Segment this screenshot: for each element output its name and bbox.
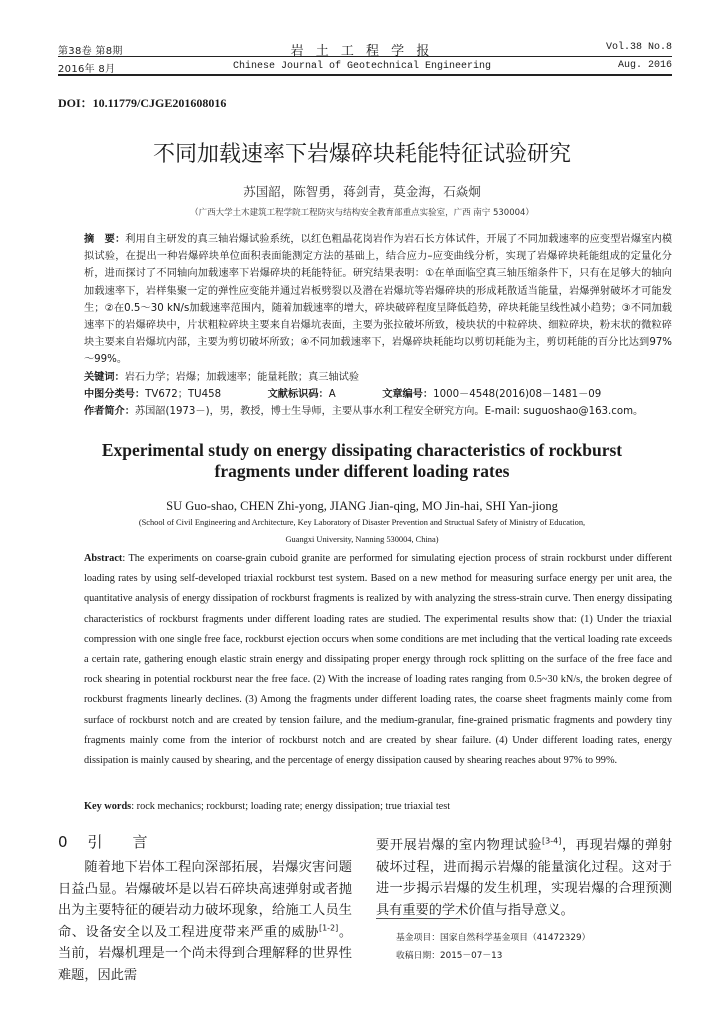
intro-left-paragraph bbox=[58, 857, 352, 986]
authors-en: SU Guo-shao, CHEN Zhi-yong, JIANG Jian-qing, MO Jin-hai, SHI Yan-jiong bbox=[166, 499, 558, 513]
affiliation-cn: （广西大学土木建筑工程学院工程防灾与结构安全教育部重点实验室，广西 南宁 530004） bbox=[190, 208, 534, 218]
affiliation-en-line2: Guangxi University, Nanning 530004, China) bbox=[285, 535, 439, 544]
title-en-line1: Experimental study on energy dissipating characteristics of rockburst bbox=[101, 440, 623, 460]
footnote-date-label: 收稿日期： bbox=[396, 951, 440, 961]
footnote-rule bbox=[376, 918, 460, 919]
header-date-en: Aug. 2016 bbox=[617, 60, 672, 71]
article-no-label: 文章编号： bbox=[382, 389, 434, 400]
author-intro-text: 苏国韶(1973－)，男，教授，博士生导师，主要从事水利工程安全研究方向。E-mail: suguoshao@163.com。 bbox=[134, 406, 644, 417]
section-title: 引 言 bbox=[87, 833, 148, 851]
authors-cn: 苏国韶，陈智勇，蒋剑青，莫金海，石焱炯 bbox=[243, 184, 481, 199]
footnote-fund-label: 基金项目： bbox=[396, 933, 440, 943]
affiliation-en-line1: (School of Civil Engineering and Architecture, Key Laboratory of Disaster Prevention and Structual Safety of Ministry of Education, bbox=[138, 518, 586, 527]
intro-right-text-2: ，再现岩爆的弹射破坏过程，进而揭示岩爆的能量演化过程。这对于进一步揭示岩爆的发生机理，实现岩爆的合理预测具有重要的学术价值与指导意义。 bbox=[376, 838, 673, 918]
article-no-value: 1000－4548(2016)08－1481－09 bbox=[433, 389, 602, 400]
section-heading bbox=[58, 831, 148, 852]
intro-right-text-1: 要开展岩爆的室内物理试验 bbox=[376, 838, 543, 853]
header-volume-cn: 第38卷 第8期 bbox=[58, 46, 123, 57]
intro-right-paragraph bbox=[376, 835, 672, 921]
clc-label: 中图分类号： bbox=[84, 389, 146, 400]
section-number: 0 bbox=[58, 833, 68, 851]
clc-value: TV672；TU458 bbox=[145, 389, 222, 400]
header-journal-cn: 岩 土 工 程 学 报 bbox=[290, 44, 434, 59]
header-journal-en: Chinese Journal of Geotechnical Engineering bbox=[232, 61, 492, 72]
keywords-cn-text: 岩石力学；岩爆；加载速率；能量耗散；真三轴试验 bbox=[124, 372, 360, 383]
author-intro bbox=[84, 403, 672, 420]
doc-code-value: A bbox=[328, 389, 336, 400]
abstract-cn-label: 摘 要： bbox=[84, 234, 126, 245]
keywords-en-label: Key words bbox=[84, 801, 132, 812]
author-intro-label: 作者简介： bbox=[84, 406, 135, 417]
abstract-en-text: : The experiments on coarse-grain cuboid granite are performed for simulating ejection process of strain rockburst under different loading rates by using self-developed triaxial rockburst test system. Based on a new method for measuring surface energy per unit area, the quantitative analysis of energy dissipation of rockburst fragments is realized by with analyzing the stress-strain curve. Then energy dissipating characteristics of rockburst fragments under different loading rates are studied. The experimental results show that: (1) Under the triaxial compression with one single free face, rockburst ejection occurs when some conditions are met including that the vertical loading rate exceeds a certain rate, gathering enough elastic strain energy and dissipating proper energy through rock splitting on the surface of the free face and rock shearing in potential rockburst near the free face. (2) With the increase of loading rates ranging from 0.5~30 kN/s, the broken degree of rockburst fragments linearly declines. (3) Among the fragments under different loading rates, the coarse sheet fragments mainly come from surface of rockburst notch and are created by tension failure, and the medium-granular, fine-grained prismatic fragments and powdery tiny fragments mainly come from the interior of rockburst notch and are created by shear failure. (4) Under different loading rates, energy dissipation is mainly caused by shearing, and the percentage of energy dissipation caused by shearing reaches about 97% to 99%. bbox=[84, 553, 672, 767]
intro-right-ref-1[interactable]: [3-4] bbox=[542, 836, 562, 846]
abstract-en-label: Abstract bbox=[84, 553, 123, 564]
intro-left-text-1: 随着地下岩体工程向深部拓展，岩爆灾害问题日益凸显。岩爆破坏是以岩石碎块高速弹射或者抛出为主要特征的硬岩动力破坏现象，给施工人员生命、设备安全以及工程进度带来严重的威胁 bbox=[58, 860, 352, 940]
abstract-cn-text: 利用自主研发的真三轴岩爆试验系统，以红色粗晶花岗岩作为岩石长方体试件，开展了不同加载速率的应变型岩爆室内模拟试验，在提出一种岩爆碎块单位面积表面能测定方法的基础上，结合应力–应变曲线分析，实现了岩爆碎块耗能组成的定量化分析，进而探讨了不同轴向加载速率下岩爆碎块的耗能特征。研究结果表明：①在单面临空真三轴压缩条件下，只有在足够大的轴向加载速率下，岩样集聚一定的弹性应变能并通过岩板劈裂以及潜在岩爆坑等岩爆碎块的形成耗散适当能量，岩爆弹射破坏才可能发生；②在0.5～30 kN/s加载速率范围内，随着加载速率的增大，碎块破碎程度呈降低趋势，碎块耗能呈线性减小趋势；③不同加载速率下的岩爆碎块中，片状粗粒碎块主要来自岩爆坑表面，主要为张拉破坏所致，棱块状的中粒碎块、细粒碎块，粉末状的微粒碎块主要来自岩爆坑内部，主要为剪切破坏所致；④不同加载速率下，岩爆碎块耗能均以剪切耗能为主，剪切耗能的百分比达到97%～99%。 bbox=[84, 234, 673, 366]
footnote-fund bbox=[396, 930, 590, 943]
keywords-en-text: : rock mechanics; rockburst; loading rate; energy dissipation; true triaxial test bbox=[131, 801, 451, 812]
classification-line bbox=[84, 386, 672, 403]
footnote-date bbox=[396, 948, 502, 961]
keywords-en bbox=[84, 797, 672, 817]
intro-left-ref-1[interactable]: [1-2] bbox=[318, 923, 339, 933]
abstract-cn bbox=[84, 231, 672, 369]
header-volume-en: Vol.38 No.8 bbox=[605, 42, 672, 53]
header-year-cn: 2016年 8月 bbox=[58, 64, 116, 75]
header-rule-thick bbox=[58, 74, 672, 76]
abstract-en bbox=[84, 549, 672, 771]
intro-left-text-2: 。当前，岩爆机理是一个尚未得到合理解释的世界性难题，因此需 bbox=[58, 924, 352, 983]
keywords-cn bbox=[84, 369, 672, 386]
title-cn: 不同加载速率下岩爆碎块耗能特征试验研究 bbox=[152, 142, 571, 167]
header-rule-thin bbox=[58, 56, 672, 57]
footnote-date-text: 2015－07－13 bbox=[440, 951, 503, 961]
doc-code-label: 文献标识码： bbox=[267, 389, 329, 400]
keywords-cn-label: 关键词： bbox=[84, 372, 125, 383]
footnote-fund-text: 国家自然科学基金项目（41472329） bbox=[440, 933, 591, 943]
doi: DOI：10.11779/CJGE201608016 bbox=[58, 96, 227, 110]
title-en-line2: fragments under different loading rates bbox=[214, 461, 510, 481]
